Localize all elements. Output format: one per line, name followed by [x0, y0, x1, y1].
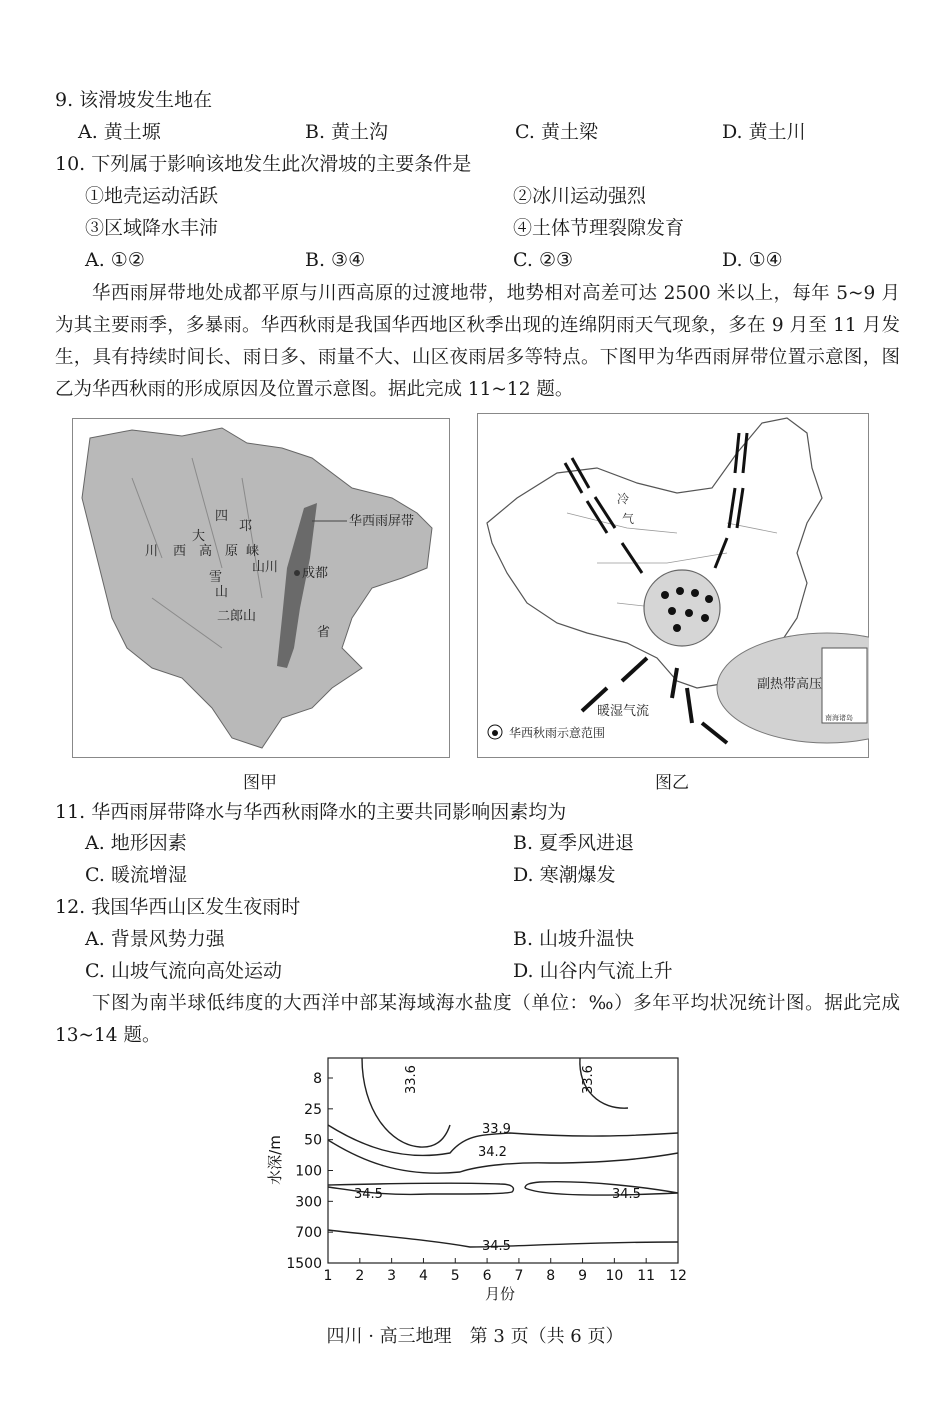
- q9-option-c: C. 黄土梁: [515, 121, 598, 143]
- inset-label: 南海诸岛: [825, 714, 853, 722]
- x-tick-label: 6: [482, 1268, 492, 1284]
- huaxi-autumn-rain-area: [644, 570, 720, 646]
- q10-option-b: B. ③④: [305, 249, 366, 271]
- label-da: 大: [192, 529, 206, 544]
- passage-salinity: 下图为南半球低纬度的大西洋中部某海域海水盐度（单位：‰）多年平均状况统计图。据此完成 13~14 题。: [55, 993, 900, 1046]
- q12-option-a: A. 背景风势力强: [85, 928, 225, 950]
- contour-label-34-5-a: 34.5: [354, 1187, 383, 1202]
- contour-label-33-9: 33.9: [482, 1122, 511, 1137]
- label-xueshan-shan: 山: [215, 585, 229, 600]
- label-warm: 暖湿气流: [597, 704, 650, 719]
- contour-label-33-6-b: 33.6: [581, 1065, 596, 1094]
- q10-stem: 10. 下列属于影响该地发生此次滑坡的主要条件是: [55, 153, 472, 175]
- label-band: 华西雨屏带: [349, 514, 415, 529]
- label-shan: 山: [252, 560, 266, 575]
- y-tick-label: 700: [295, 1225, 322, 1242]
- label-sheng: 省: [317, 625, 331, 640]
- label-xue: 雪: [209, 570, 223, 585]
- y-axis-label: 水深/m: [266, 1135, 284, 1185]
- salinity-chart: [250, 1050, 700, 1310]
- label-yuan: 原: [225, 544, 239, 559]
- q11-stem: 11. 华西雨屏带降水与华西秋雨降水的主要共同影响因素均为: [55, 801, 567, 823]
- q10-option-c: C. ②③: [513, 249, 574, 271]
- caption-a: 图甲: [243, 773, 277, 793]
- q10-option-a: A. ①②: [85, 249, 145, 271]
- q10-item-4: ④土体节理裂隙发育: [513, 217, 685, 239]
- contour-label-33-6-a: 33.6: [404, 1065, 419, 1094]
- label-qi: 气: [622, 512, 635, 526]
- legend-label: 华西秋雨示意范围: [509, 726, 606, 740]
- map-b: [477, 413, 869, 758]
- label-xi: 西: [173, 544, 187, 559]
- q10-item-3: ③区域降水丰沛: [85, 217, 219, 239]
- q9-option-a: A. 黄土塬: [78, 121, 161, 143]
- x-tick-label: 7: [514, 1268, 524, 1284]
- label-si: 四: [215, 509, 229, 524]
- caption-b: 图乙: [655, 773, 689, 793]
- label-erlang: 二郎山: [217, 609, 257, 624]
- x-tick-label: 2: [355, 1268, 365, 1284]
- q12-stem: 12. 我国华西山区发生夜雨时: [55, 896, 301, 918]
- x-tick-label: 1: [323, 1268, 333, 1284]
- q11-option-c: C. 暖流增湿: [85, 864, 187, 886]
- q9-option-b: B. 黄土沟: [305, 121, 389, 143]
- map-a: [72, 418, 450, 758]
- q12-option-c: C. 山坡气流向高处运动: [85, 960, 282, 982]
- x-axis-label: 月份: [484, 1285, 516, 1303]
- q10-option-d: D. ①④: [722, 249, 783, 271]
- y-tick-label: 1500: [286, 1256, 322, 1272]
- x-tick-label: 5: [450, 1268, 460, 1284]
- contour-label-34-5-c: 34.5: [482, 1239, 511, 1254]
- x-tick-label: 10: [605, 1268, 624, 1284]
- label-subtropical: 副热带高压: [757, 677, 823, 692]
- q11-option-b: B. 夏季风进退: [513, 832, 635, 854]
- x-tick-label: 3: [387, 1268, 397, 1284]
- y-tick-label: 8: [313, 1071, 322, 1087]
- x-tick-label: 11: [637, 1268, 656, 1284]
- y-tick-label: 25: [304, 1101, 322, 1118]
- y-tick-label: 100: [295, 1163, 322, 1180]
- chengdu-dot: [294, 570, 300, 576]
- label-chuan: 川: [145, 544, 159, 559]
- q12-option-d: D. 山谷内气流上升: [513, 960, 673, 982]
- label-cold: 冷: [617, 492, 630, 506]
- q11-option-d: D. 寒潮爆发: [513, 864, 616, 886]
- x-tick-label: 9: [578, 1268, 588, 1284]
- contour-label-34-2: 34.2: [478, 1145, 507, 1160]
- x-tick-label: 4: [418, 1268, 428, 1284]
- label-gao: 高: [199, 544, 213, 559]
- x-tick-label: 12: [669, 1268, 687, 1284]
- label-chuan2: 川: [265, 560, 279, 575]
- q9-stem: 9. 该滑坡发生地在: [55, 89, 213, 111]
- label-chengdu: 成都: [302, 566, 329, 581]
- contour-label-34-5-b: 34.5: [612, 1187, 641, 1202]
- q12-option-b: B. 山坡升温快: [513, 928, 635, 950]
- label-lai: 崃: [246, 544, 260, 559]
- y-tick-label: 300: [295, 1194, 322, 1211]
- page-footer: 四川 · 高三地理 第 3 页（共 6 页）: [326, 1326, 624, 1347]
- label-qiong: 邛: [239, 519, 253, 534]
- q10-item-1: ①地壳运动活跃: [85, 185, 219, 207]
- passage-huaxi: 华西雨屏带地处成都平原与川西高原的过渡地带，地势相对高差可达 2500 米以上，每年 5~9 月为其主要雨季，多暴雨。华西秋雨是我国华西地区秋季出现的连绵阴雨天气现象，多在 9 月至 11 月发生，具有持续时间长、雨日多、雨量不大、山区夜雨居多等特点。下图甲为华西雨屏带位置示意图，图乙为华西秋雨的形成原因及位置示意图。据此完成 11~12 题。: [55, 283, 900, 400]
- inset-box: [822, 648, 867, 723]
- q11-option-a: A. 地形因素: [85, 832, 187, 854]
- q10-item-2: ②冰川运动强烈: [513, 185, 647, 207]
- y-tick-label: 50: [304, 1132, 322, 1149]
- q9-option-d: D. 黄土川: [722, 121, 806, 143]
- x-tick-label: 8: [546, 1268, 556, 1284]
